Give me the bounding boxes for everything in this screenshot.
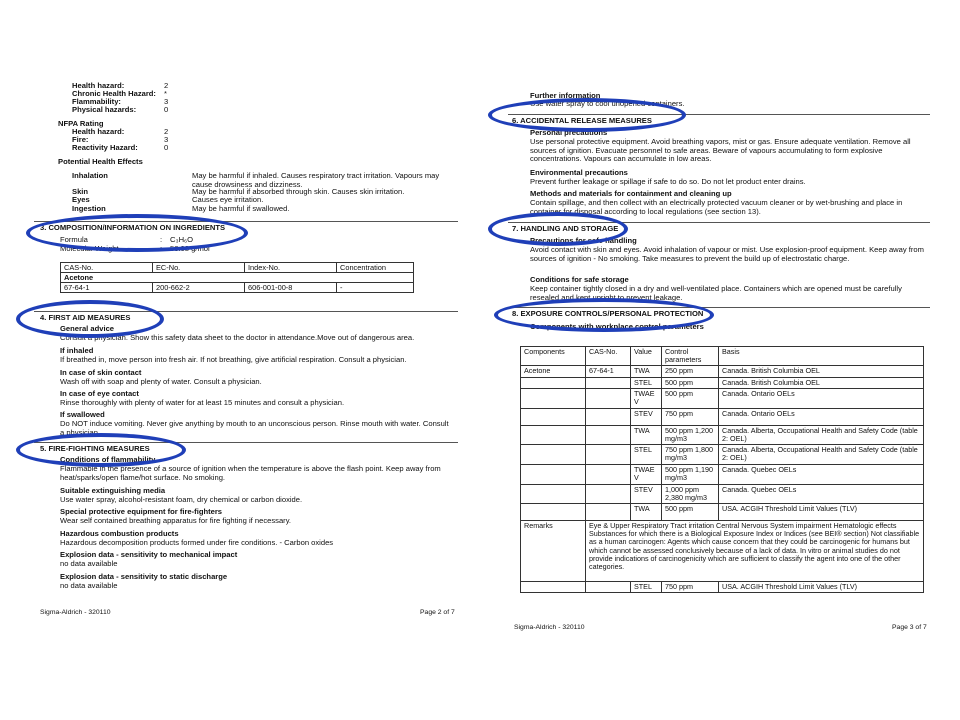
block-head: Personal precautions [530,128,608,137]
table-cell: USA. ACGIH Threshold Limit Values (TLV) [719,504,924,521]
block-head: In case of skin contact [60,368,142,377]
table-row [61,273,414,283]
table-cell [586,464,631,484]
remarks-label: Remarks [521,521,586,582]
block-head: Special protective equipment for fire-fighters [60,507,223,516]
block-head: Environmental precautions [530,168,628,177]
section-divider [34,311,458,312]
mw-value: 58.08 g/mol [170,244,210,253]
colon: : [160,244,163,253]
table-cell [521,504,586,521]
hmis-label: Chronic Health Hazard: [72,89,156,98]
block-body: no data available [60,559,118,568]
table-header-row [61,263,414,273]
table-cell: 250 ppm [662,366,719,377]
table-row [521,425,924,444]
effect-label: Skin [72,187,89,196]
table-row [521,464,924,484]
table-cell: STEL [631,377,662,388]
table-header: Control parameters [662,347,719,366]
table-cell: TWA [631,425,662,444]
block-body: Wear self contained breathing apparatus for fire fighting if necessary. [60,516,292,525]
table-cell: 67-64-1 [61,283,153,293]
table-cell [521,484,586,503]
table-cell: Canada. Ontario OELs [719,388,924,408]
table-cell: 500 ppm 1,200 mg/m3 [662,425,719,444]
footer-page-number: Page 3 of 7 [892,624,927,631]
table-cell: STEV [631,484,662,503]
table-cell: Canada. Alberta, Occupational Health and Safety Code (table 2: OEL) [719,425,924,444]
section-5-title: 5. FIRE-FIGHTING MEASURES [40,444,150,453]
effect-text: May be harmful if absorbed through skin. Causes skin irritation. [192,187,405,196]
table-header: Components [521,347,586,366]
section-3-title: 3. COMPOSITION/INFORMATION ON INGREDIENTS [40,223,226,232]
table-header: Basis [719,347,924,366]
table-cell [586,408,631,425]
block-body: If breathed in, move person into fresh air. If not breathing, give artificial respiration. Consult a physician. [60,355,407,364]
footer-doc-id: Sigma-Aldrich - 320110 [514,624,585,631]
table-header: Index-No. [245,263,337,273]
footer-doc-id: Sigma-Aldrich - 320110 [40,609,111,616]
table-cell: USA. ACGIH Threshold Limit Values (TLV) [719,582,924,593]
block-body: Rinse thoroughly with plenty of water for at least 15 minutes and consult a physician. [60,398,345,407]
health-effects-title: Potential Health Effects [58,157,143,166]
block-body: Contain spillage, and then collect with an electrically protected vacuum cleaner or by wet-brushing and place in container for disposal according to local regulations (see section 13). [530,198,903,216]
block-head: Suitable extinguishing media [60,486,166,495]
block-head: Conditions for safe storage [530,275,629,284]
nfpa-label: Health hazard: [72,127,125,136]
table-row [521,366,924,377]
block-head: Hazardous combustion products [60,529,179,538]
block-body: Keep container tightly closed in a dry and well-ventilated place. Containers which are opened must be carefully resealed and kept upright to prevent leakage. [530,284,902,302]
subsection-head: Components with workplace control parameters [530,322,704,331]
nfpa-label: Fire: [72,135,89,144]
table-cell: 750 ppm [662,408,719,425]
section-7-title: 7. HANDLING AND STORAGE [512,224,619,233]
table-row [61,283,414,293]
table-cell [521,445,586,464]
table-cell: 750 ppm [662,582,719,593]
mw-label: Molecular Weight [60,244,119,253]
block-head: General advice [60,324,115,333]
block-body: Consult a physician. Show this safety data sheet to the doctor in attendance.Move out of dangerous area. [60,333,415,342]
table-cell: TWAE V [631,464,662,484]
block-body: Flammable in the presence of a source of ignition when the temperature is above the flash point. Keep away from heat/sparks/open flame/hot surface. No smoking. [60,464,441,482]
table-cell [586,484,631,503]
effect-text: Causes eye irritation. [192,195,264,204]
table-row [521,388,924,408]
table-cell [521,464,586,484]
table-cell: Canada. British Columbia OEL [719,366,924,377]
table-cell: Canada. Quebec OELs [719,464,924,484]
table-cell: STEV [631,408,662,425]
section-divider [34,442,458,443]
table-cell: STEL [631,445,662,464]
hmis-value: 0 [164,105,169,114]
block-body: Use water spray, alcohol-resistant foam, dry chemical or carbon dioxide. [60,495,303,504]
hmis-value: * [164,89,167,98]
table-cell: STEL [631,582,662,593]
table-header: Concentration [337,263,414,273]
hmis-label: Physical hazards: [72,105,137,114]
table-header: EC-No. [153,263,245,273]
block-head: If inhaled [60,346,94,355]
table-cell [521,408,586,425]
table-cell: 67-64-1 [586,366,631,377]
block-head: Methods and materials for containment and cleaning up [530,189,732,198]
table-cell [586,582,631,593]
effect-label: Ingestion [72,204,106,213]
table-row [521,504,924,521]
section-divider [34,221,458,222]
remarks-text: Eye & Upper Respiratory Tract irritation Central Nervous System impairment Hematologic effects Substances for which there is a Biological Exposure Index or Indices (see BEI® section) Not classifiable as a human carcinogen: Agents which cause concern that they could be carcinogenic for humans but which cannot be assessed conclusively because of a lack of data. In vitro or animal studies do not provide indications of carcinogenicity which are sufficient to classify the agent into one of the other categories. [586,521,924,582]
nfpa-title: NFPA Rating [58,119,104,128]
table-row [521,582,924,593]
section-4-title: 4. FIRST AID MEASURES [40,313,131,322]
table-cell: 500 ppm [662,388,719,408]
hmis-value: 3 [164,97,169,106]
table-cell: - [337,283,414,293]
nfpa-value: 3 [164,135,169,144]
block-body: Wash off with soap and plenty of water. Consult a physician. [60,377,262,386]
table-cell: Acetone [521,366,586,377]
block-body: Hazardous decomposition products formed under fire conditions. - Carbon oxides [60,538,334,547]
block-head: Explosion data - sensitivity to mechanical impact [60,550,238,559]
effect-label: Inhalation [72,171,108,180]
block-head: Precautions for safe handling [530,236,637,245]
table-header: Value [631,347,662,366]
block-head: In case of eye contact [60,389,139,398]
table-cell: TWAE V [631,388,662,408]
block-body: no data available [60,581,118,590]
table-cell: Canada. British Columbia OEL [719,377,924,388]
table-cell [586,425,631,444]
nfpa-value: 2 [164,127,169,136]
sds-page-3 [508,0,938,640]
table-row [521,408,924,425]
table-cell: 500 ppm 1,190 mg/m3 [662,464,719,484]
nfpa-value: 0 [164,143,169,152]
effect-text: May be harmful if inhaled. Causes respiratory tract irritation. Vapours may cause drowsiness and dizziness. [192,171,440,189]
table-row [521,484,924,503]
footer-page-number: Page 2 of 7 [420,609,455,616]
effect-label: Eyes [72,195,90,204]
table-cell [586,504,631,521]
section-divider [508,222,930,223]
block-body: Use personal protective equipment. Avoid breathing vapors, mist or gas. Ensure adequate ventilation. Remove all sources of ignition. Evacuate personnel to safe areas. Beware of vapours accumulating to form explosive concentrations. Vapours can accumulate in low areas. [530,137,911,164]
table-cell [586,377,631,388]
table-cell: TWA [631,504,662,521]
block-head: Explosion data - sensitivity to static discharge [60,572,228,581]
block-body: Do NOT induce vomiting. Never give anything by mouth to an unconscious person. Rinse mouth with water. Consult a physician. [60,419,449,437]
substance-name: Acetone [61,273,414,283]
table-cell: 200-662-2 [153,283,245,293]
table-header: CAS-No. [586,347,631,366]
formula-value: C₃H₆O [170,235,194,244]
table-cell: 750 ppm 1,800 mg/m3 [662,445,719,464]
table-cell [586,388,631,408]
table-cell: Canada. Quebec OELs [719,484,924,503]
table-cell: Canada. Alberta, Occupational Health and Safety Code (table 2: OEL) [719,445,924,464]
block-head: Conditions of flammability [60,455,156,464]
table-cell: TWA [631,366,662,377]
block-head: If swallowed [60,410,105,419]
sds-page-2 [30,0,460,640]
table-cell [586,445,631,464]
table-cell [521,425,586,444]
table-header: CAS-No. [61,263,153,273]
table-header-row [521,347,924,366]
hmis-value: 2 [164,81,169,90]
nfpa-label: Reactivity Hazard: [72,143,138,152]
formula-label: Formula [60,235,88,244]
colon: : [160,235,163,244]
further-info-head: Further information [530,91,601,100]
section-6-title: 6. ACCIDENTAL RELEASE MEASURES [512,116,652,125]
effect-text: May be harmful if swallowed. [192,204,290,213]
table-cell: 500 ppm [662,377,719,388]
table-cell [521,388,586,408]
table-row [521,445,924,464]
block-body: Prevent further leakage or spillage if safe to do so. Do not let product enter drains. [530,177,806,186]
table-row [521,377,924,388]
table-cell: 500 ppm [662,504,719,521]
table-cell: 1,000 ppm 2,380 mg/m3 [662,484,719,503]
table-cell [521,377,586,388]
hmis-label: Flammability: [72,97,121,106]
further-info-body: Use water spray to cool unopened containers. [530,99,685,108]
ingredients-table [60,262,414,293]
table-cell: 606-001-00-8 [245,283,337,293]
table-cell [521,582,586,593]
hmis-label: Health hazard: [72,81,125,90]
section-divider [508,114,930,115]
block-body: Avoid contact with skin and eyes. Avoid inhalation of vapour or mist. Use explosion-proof equipment. Keep away from sources of ignition - No smoking. Take measures to prevent the build up of electrostatic charge. [530,245,924,263]
section-8-title: 8. EXPOSURE CONTROLS/PERSONAL PROTECTION [512,309,704,318]
section-divider [508,307,930,308]
table-row-remarks [521,521,924,582]
table-cell: Canada. Ontario OELs [719,408,924,425]
exposure-limits-table [520,346,924,593]
